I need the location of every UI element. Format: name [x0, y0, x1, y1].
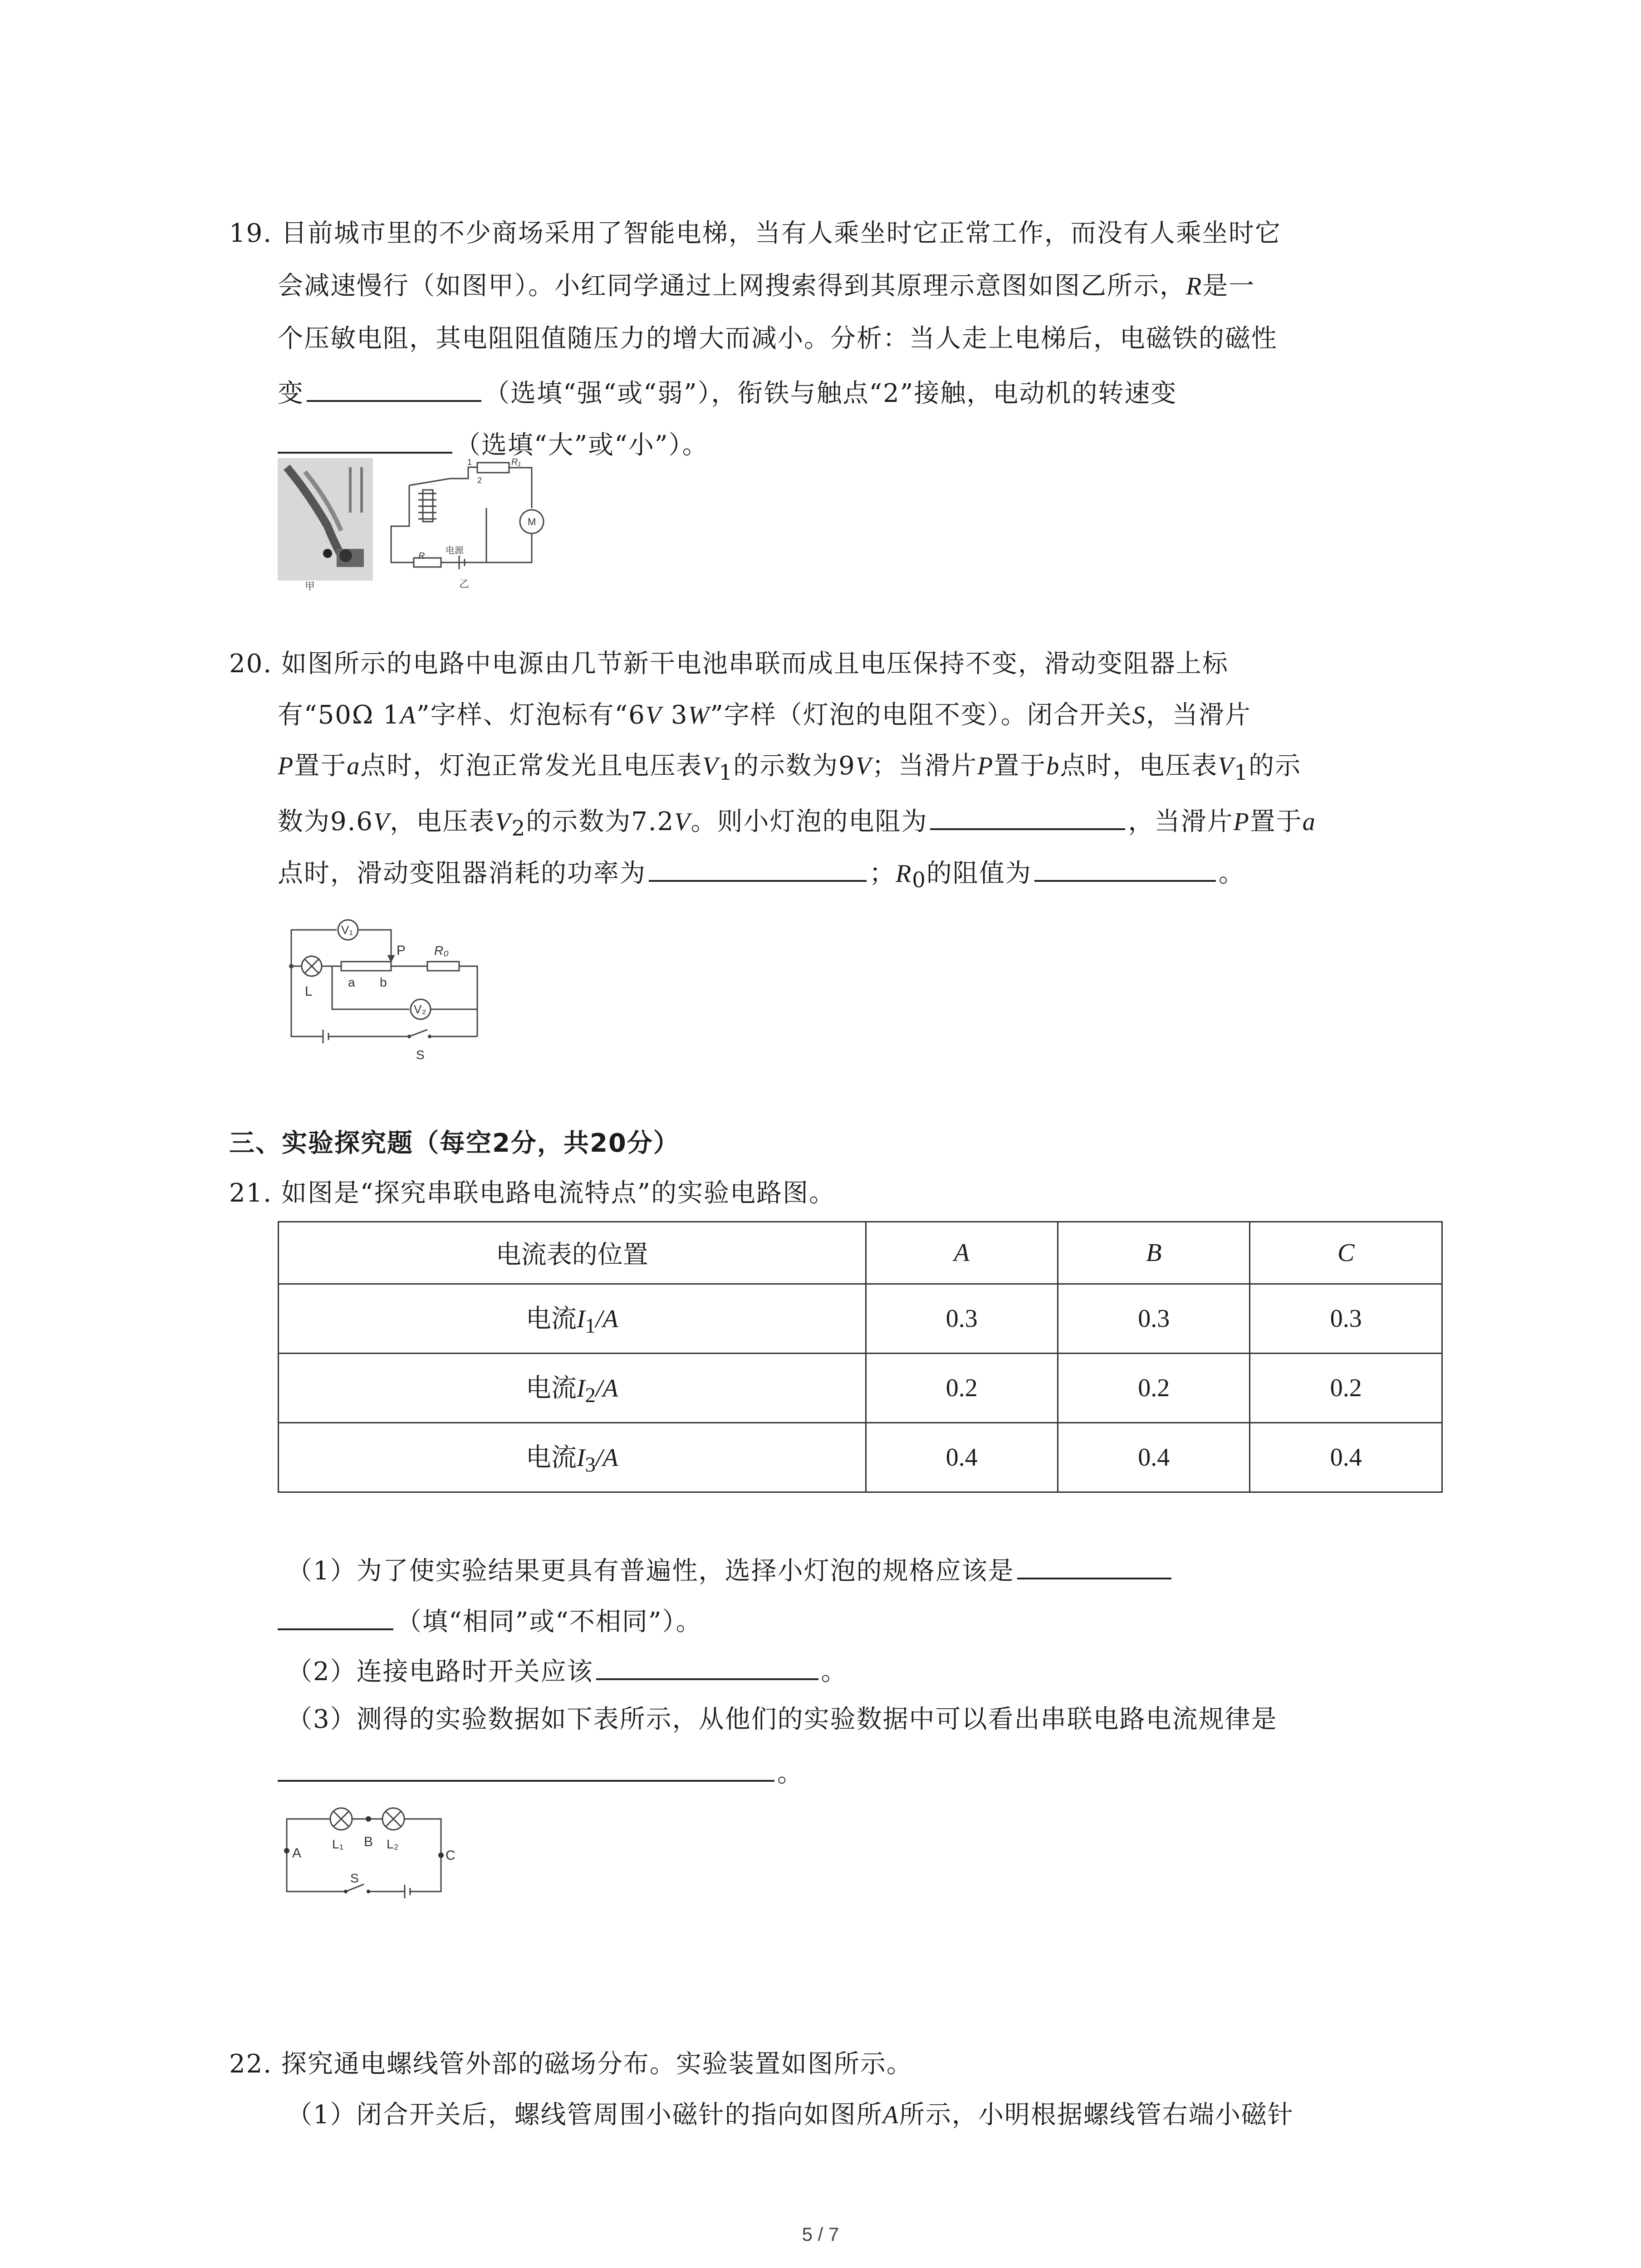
row-2-sub: 2 [585, 1383, 596, 1408]
q21-number: 21. [229, 1178, 273, 1208]
q19-circuit [391, 463, 544, 569]
q21-fig-B: B [364, 1834, 373, 1849]
q19-text-5b: （选填“大”或“小”）。 [455, 430, 709, 460]
table-header-position: 电流表的位置 [279, 1222, 866, 1284]
table-row [279, 1423, 1442, 1492]
q20-number: 20. [229, 649, 273, 679]
q20-sub-1b: 1 [1234, 761, 1249, 786]
q21-part-3-line-2 [278, 1757, 803, 1788]
q20-fig-a: a [348, 975, 355, 989]
q20-unit-W: W [688, 701, 710, 729]
q20-text-5d: 。 [1218, 859, 1245, 888]
q20-unit-V2: V [855, 752, 872, 780]
q20-sub-2: 2 [511, 816, 526, 841]
header-C-text: C [1337, 1239, 1355, 1267]
row-3-B: 0.4 [1058, 1423, 1249, 1492]
q20-circuit-figure [278, 914, 523, 1073]
q20-text-1: 如图所示的电路中电源由几节新干电池串联而成且电压保持不变，滑动变阻器上标 [281, 649, 1229, 679]
q20-fig-V2: V₂ [414, 1002, 426, 1016]
q20-var-a2: a [1302, 808, 1316, 836]
row-3-A: 0.4 [866, 1423, 1058, 1492]
q20-unit-V4: V [674, 808, 691, 836]
q20-text-4e: ，当滑片 [1128, 807, 1234, 836]
q20-text-2d: ”字样（灯泡的电阻不变）。闭合开关 [710, 700, 1132, 730]
q19-line-1 [229, 220, 1281, 248]
q20-text-2c: 3 [662, 700, 688, 730]
row-2-C: 0.2 [1250, 1354, 1442, 1423]
q20-var-P2: P [977, 752, 994, 780]
q21-p2-text-b: 。 [821, 1657, 847, 1686]
q20-text-4d: 。则小灯泡的电阻为 [691, 807, 928, 836]
q20-line-1 [229, 650, 1229, 678]
q20-text-3d: ；当滑片 [872, 751, 977, 781]
q20-text-5a: 点时，滑动变阻器消耗的功率为 [278, 859, 646, 888]
q21-p3-text-b: 。 [777, 1759, 803, 1788]
q21-p2-text: （2）连接电路时开关应该 [287, 1657, 593, 1686]
q20-var-R: R [896, 860, 912, 888]
table-header-C [1250, 1222, 1442, 1284]
q20-text-3g: 的示 [1249, 751, 1302, 781]
row-1-sub: 1 [585, 1314, 596, 1338]
q20-line-2 [278, 701, 1251, 730]
table-row [279, 1284, 1442, 1354]
q20-unit-V3: V [373, 808, 390, 836]
q20-var-V2: V [495, 808, 512, 836]
q19-line-5 [278, 429, 709, 459]
escalator-photo [278, 458, 373, 581]
q19-text-2a: 会减速慢行（如图甲）。小红同学通过上网搜索得到其原理示意图如图乙所示， [278, 271, 1186, 301]
q21-fig-S: S [350, 1871, 359, 1885]
q19-text-4b: （选填“强“或“弱”），衔铁与触点“2”接触，电动机的转速变 [484, 379, 1177, 408]
q21-part-2 [287, 1656, 847, 1686]
row-2-label [279, 1354, 866, 1423]
row-1-label [279, 1284, 866, 1354]
row-2-A: 0.2 [866, 1354, 1058, 1423]
q21-fig-C: C [446, 1848, 456, 1863]
q21-part-3-line-1 [287, 1706, 1278, 1734]
row-2-unit: /A [595, 1374, 618, 1403]
q20-unit-A: A [400, 701, 416, 729]
row-1-unit: /A [595, 1305, 618, 1334]
q20-text-2e: ，当滑片 [1146, 700, 1251, 730]
q19-figure [278, 458, 559, 594]
q20-var-S: S [1132, 701, 1146, 729]
q22-text-2b: 所示，小明根据螺线管右端小磁针 [899, 2100, 1294, 2130]
q20-var-P: P [278, 752, 294, 780]
table-header-A [866, 1222, 1058, 1284]
q21-blank-2[interactable] [596, 1656, 818, 1680]
row-2-var: I [576, 1374, 585, 1403]
q20-text-4f: 置于 [1249, 807, 1303, 836]
q22-line-1 [229, 2050, 913, 2078]
table-row [279, 1354, 1442, 1423]
header-A-text: A [954, 1239, 970, 1267]
row-3-C: 0.4 [1250, 1423, 1442, 1492]
q20-text-3a: 置于 [294, 751, 347, 781]
q20-sub-0: 0 [912, 868, 926, 893]
q20-text-2b: ”字样、灯泡标有“6 [416, 700, 646, 730]
q20-fig-L: L [305, 984, 313, 999]
q21-blank-1b[interactable] [278, 1606, 393, 1630]
section-3-title: 三、实验探究题（每空2分，共20分） [229, 1129, 680, 1158]
q20-text-5b: ； [869, 859, 896, 888]
row-1-B: 0.3 [1058, 1284, 1249, 1354]
q20-var-V1b: V [1218, 752, 1234, 780]
q19-label-jia: 甲 [305, 581, 315, 592]
row-3-sub: 3 [585, 1453, 596, 1477]
row-1-A: 0.3 [866, 1284, 1058, 1354]
q19-label-M: M [528, 516, 536, 528]
row-1-C: 0.3 [1250, 1284, 1442, 1354]
q20-var-V1: V [702, 752, 719, 780]
q20-unit-V: V [645, 701, 662, 729]
q21-p3-text: （3）测得的实验数据如下表所示，从他们的实验数据中可以看出串联电路电流规律是 [287, 1705, 1278, 1734]
q20-text-3c: 的示数为9 [733, 751, 856, 781]
q20-var-P3: P [1233, 808, 1250, 836]
q20-line-5 [278, 857, 1245, 893]
q20-sub-1: 1 [719, 761, 734, 786]
q20-fig-V1: V₁ [341, 923, 353, 937]
q20-fig-P: P [397, 943, 406, 958]
q20-fig-S: S [416, 1048, 425, 1062]
q22-var-A: A [882, 2101, 899, 2129]
q20-text-3e: 置于 [994, 751, 1047, 781]
q21-p1-text: （1）为了使实验结果更具有普遍性，选择小灯泡的规格应该是 [287, 1556, 1014, 1586]
q20-text-2a: 有“50Ω 1 [278, 700, 400, 730]
q20-text-5c: 的阻值为 [926, 859, 1032, 888]
q20-fig-b: b [380, 975, 387, 989]
row-1-label-text: 电流 [525, 1305, 577, 1334]
q21-p1-text-b: （填“相同”或“不相同”）。 [396, 1607, 702, 1637]
q21-fig-L1: L₁ [332, 1837, 344, 1851]
q20-line-3 [278, 752, 1301, 785]
row-2-label-text: 电流 [525, 1374, 577, 1403]
q22-line-2 [287, 2101, 1294, 2130]
q20-var-b: b [1046, 752, 1060, 780]
q19-text-2b: 是一 [1202, 271, 1255, 301]
table-header-row [279, 1222, 1442, 1284]
q21-blank-3[interactable] [278, 1757, 774, 1782]
q20-text-3f: 点时，电压表 [1060, 751, 1218, 781]
q19-label-power: 电源 [446, 546, 464, 556]
q19-text-3: 个压敏电阻，其电阻阻值随压力的增大而减小。分析：当人走上电梯后，电磁铁的磁性 [278, 324, 1278, 353]
q19-label-R: R [418, 551, 425, 561]
q19-blank-1[interactable] [307, 377, 481, 402]
row-2-B: 0.2 [1058, 1354, 1249, 1423]
q19-label-2: 2 [477, 476, 482, 485]
q20-blank-1[interactable] [930, 806, 1125, 830]
row-3-unit: /A [595, 1444, 618, 1472]
q21-part-1-line-1 [287, 1555, 1174, 1585]
q19-line-3 [278, 325, 1278, 353]
q22-number: 22. [229, 2049, 273, 2079]
q21-circuit-figure [278, 1796, 477, 1901]
q21-data-table [278, 1221, 1443, 1493]
header-B-text: B [1146, 1239, 1162, 1267]
q21-fig-L2: L₂ [387, 1837, 399, 1851]
q22-text-2a: （1）闭合开关后，螺线管周围小磁针的指向如图所 [287, 2100, 883, 2130]
q21-fig-A: A [292, 1846, 302, 1861]
row-1-var: I [576, 1305, 585, 1334]
q20-text-4c: 的示数为7.2 [526, 807, 675, 836]
q19-label-1: 1 [467, 458, 472, 467]
q21-blank-1a[interactable] [1017, 1555, 1171, 1579]
row-3-var: I [576, 1444, 585, 1472]
q20-blank-2[interactable] [649, 857, 867, 882]
q19-label-yi: 乙 [459, 578, 470, 590]
q20-blank-3[interactable] [1034, 857, 1216, 882]
row-3-label [279, 1423, 866, 1492]
q21-intro-text: 如图是“探究串联电路电流特点”的实验电路图。 [281, 1178, 836, 1208]
q19-line-2 [278, 272, 1255, 301]
q19-blank-2[interactable] [278, 429, 452, 454]
q19-text-4a: 变 [278, 379, 304, 408]
q19-var-R: R [1186, 272, 1203, 300]
q20-text-3b: 点时，灯泡正常发光且电压表 [360, 751, 703, 781]
q20-var-a: a [347, 752, 361, 780]
page-number: 5 / 7 [802, 2224, 839, 2245]
q21-part-1-line-2 [278, 1606, 702, 1636]
row-3-label-text: 电流 [525, 1444, 577, 1472]
q22-text-1: 探究通电螺线管外部的磁场分布。实验装置如图所示。 [281, 2049, 913, 2079]
q19-label-R1: R₁ [511, 458, 521, 467]
q19-line-4 [278, 377, 1177, 408]
q19-number: 19. [229, 219, 273, 248]
q21-line-intro [229, 1179, 835, 1207]
table-header-B [1058, 1222, 1249, 1284]
q19-text-1: 目前城市里的不少商场采用了智能电梯，当有人乘坐时它正常工作，而没有人乘坐时它 [281, 219, 1281, 248]
q20-line-4 [278, 806, 1316, 841]
q20-fig-R0: R₀ [434, 943, 449, 958]
q20-text-4b: ，电压表 [390, 807, 495, 836]
q20-text-4a: 数为9.6 [278, 807, 374, 836]
